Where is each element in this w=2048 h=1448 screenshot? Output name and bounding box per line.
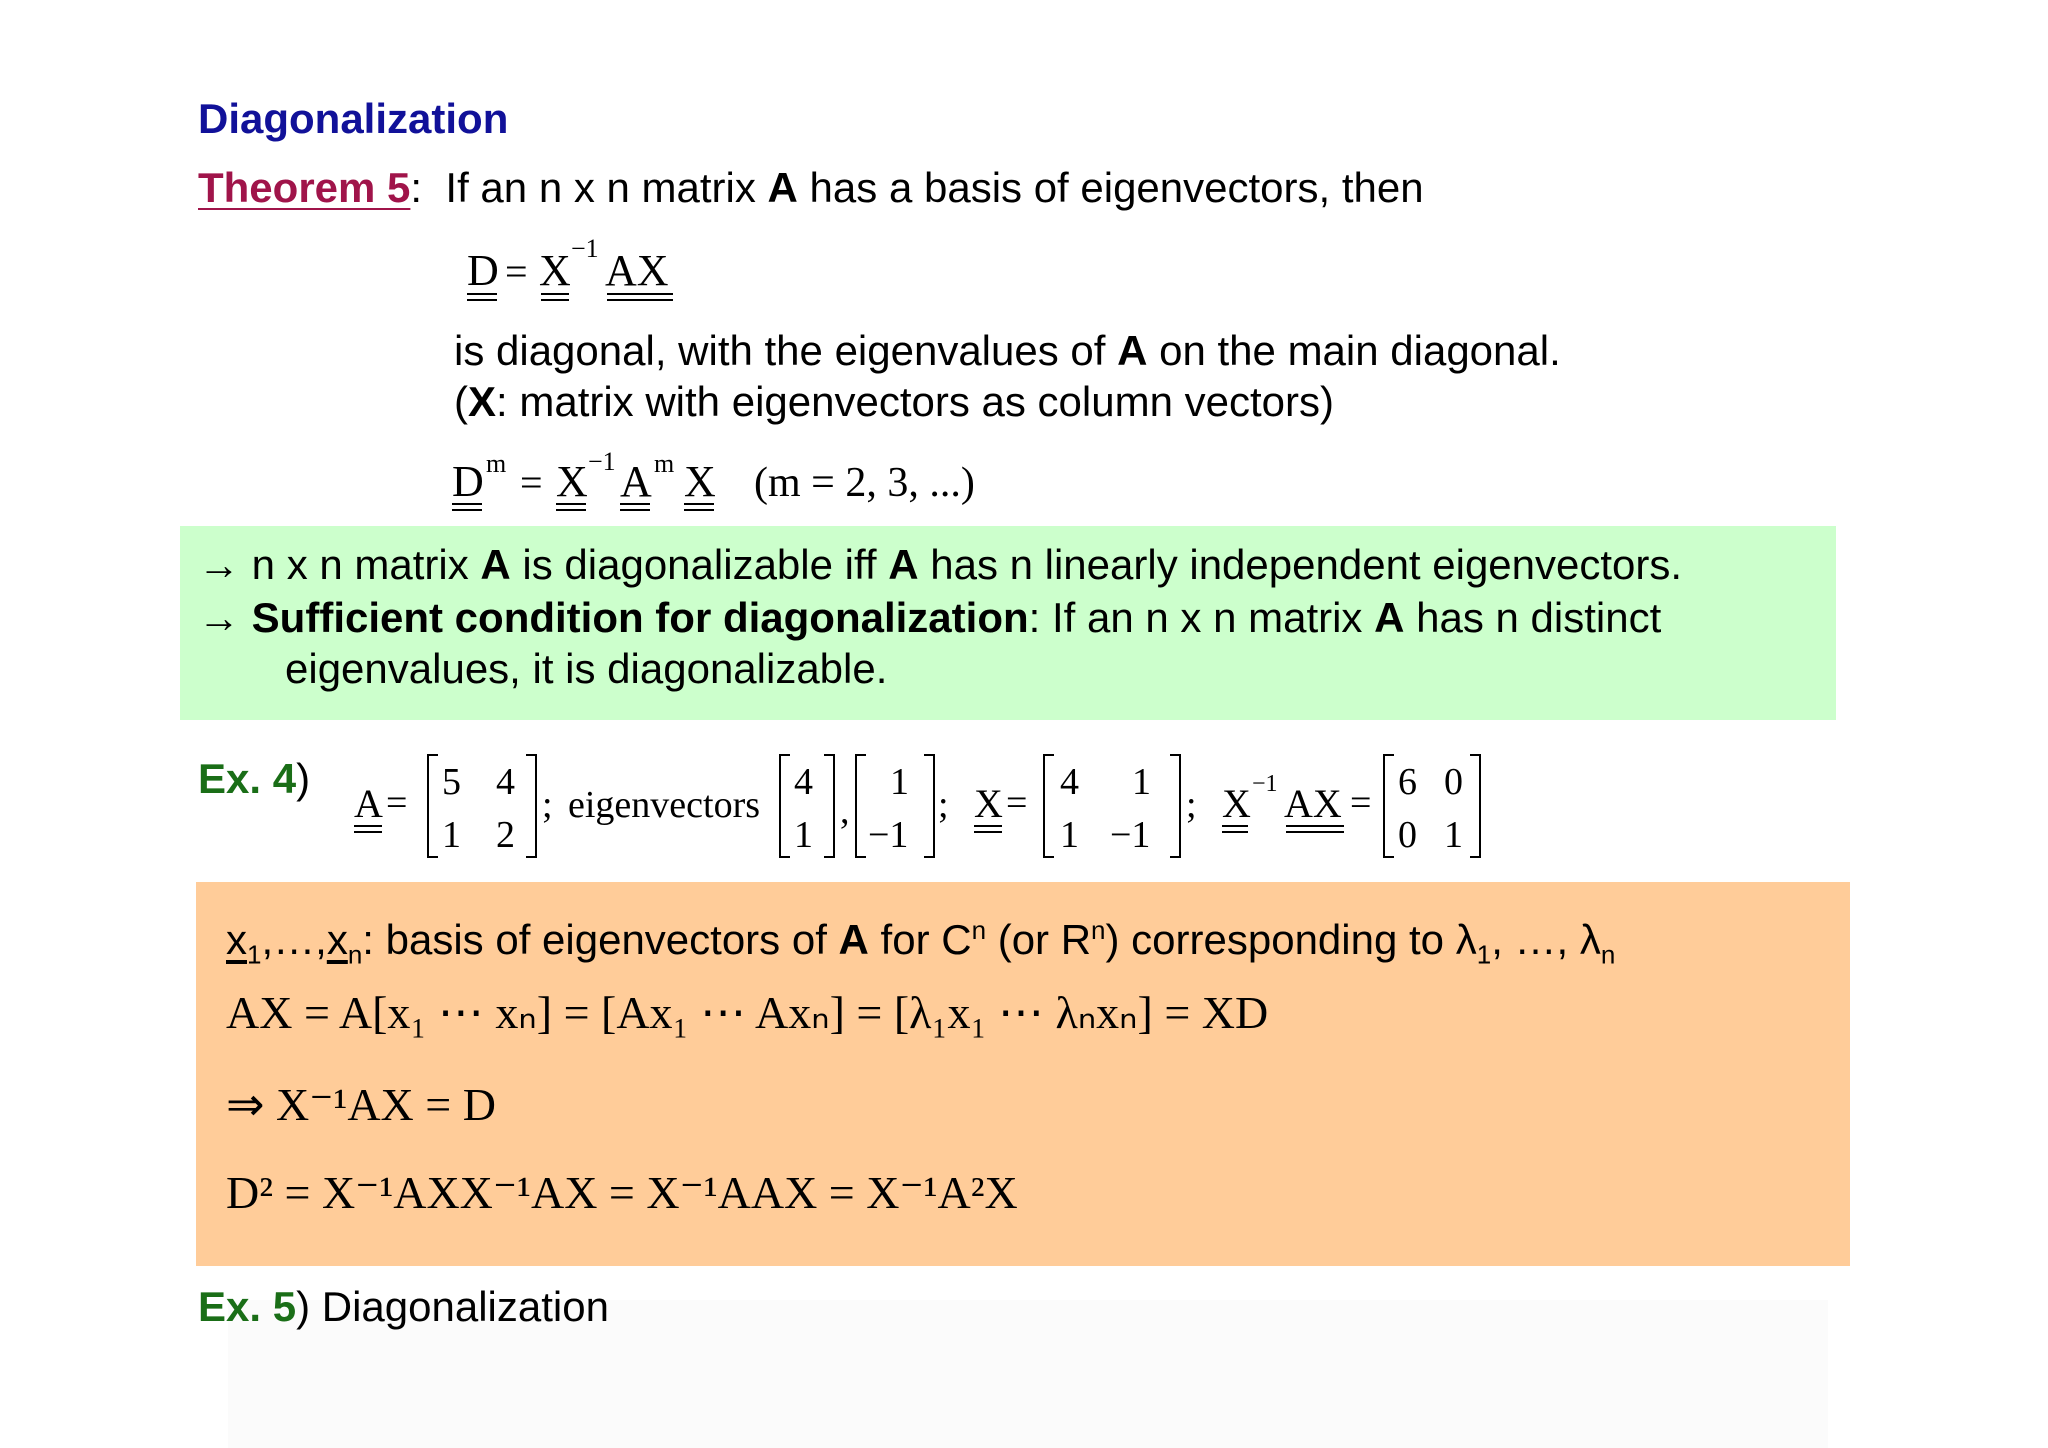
theorem-A: A [767,164,798,211]
ex4-eig-word: eigenvectors [568,784,761,826]
eq2-eq: = [520,460,543,505]
ex4-label: Ex. 4 [198,755,297,802]
eq2-X: X [556,457,588,506]
eq1-X: X [539,246,571,295]
ex4-semi-1: ; [542,784,553,826]
ex4-XinvAX: AX [1284,781,1342,826]
ex4-label-line [198,755,311,802]
ex4-semi-3: ; [1186,784,1197,826]
green-l2-mid: : If an n x n matrix [1028,594,1375,641]
ex4-A-21: 1 [442,814,461,856]
o1-l1sub: 1 [1476,939,1492,970]
line3-post: : matrix with eigenvectors as column vectors) [496,378,1334,425]
line2-post: on the main diagonal. [1147,327,1561,374]
slide-title: Diagonalization [198,95,509,142]
o1-sn: n [347,939,363,970]
o2-full: AX = A[x₁ ⋯ xₙ] = [Ax₁ ⋯ Axₙ] = [λ₁x₁ ⋯ λₙxₙ] = XD [226,987,1269,1038]
ex4-X-eq: = [1006,782,1028,824]
eq2-A: A [620,457,652,506]
ex5-line [198,1283,609,1330]
eq1-inv: −1 [571,234,599,263]
ex4-X-12: 1 [1132,761,1151,803]
ex4-X-22: −1 [1110,814,1151,856]
eq2-m: m [486,449,507,478]
ex4-D-21: 0 [1398,814,1417,856]
o1-s1: 1 [247,939,262,970]
line2-A: A [1117,327,1148,374]
line2-pre: is diagonal, with the eigenvalues of [454,327,1118,374]
theorem-line-2 [454,327,1561,374]
ex4-v1-1: 4 [794,761,813,803]
o1-mid2: (or R [986,916,1092,963]
ex4-Xinv-X: X [1222,781,1251,826]
ex4-D-11: 6 [1398,761,1417,803]
theorem-post: has a basis of eigenvectors, then [797,164,1424,211]
green-line-2 [198,594,1662,641]
green-l1-post: has n linearly independent eigenvectors. [918,541,1683,588]
o1-dots: ,…, [261,916,327,963]
ex4-A-22: 2 [496,814,515,856]
o1-sep: , …, λ [1491,916,1601,963]
o3-full: ⇒ X⁻¹AX = D [226,1079,496,1130]
ex4-semi-2: ; [938,784,949,826]
arrow-icon: → [198,541,240,588]
eq1-eq: = [505,249,528,294]
ex5-text: Diagonalization [310,1283,609,1330]
ex4-v1-2: 1 [794,814,813,856]
green-l2-post: has n distinct [1404,594,1662,641]
ex4-D-12: 0 [1444,761,1463,803]
line3-open: ( [454,378,468,425]
eq2-X2: X [684,457,716,506]
ex5-paren: ) [296,1283,311,1330]
green-line-1 [198,541,1683,588]
o4-full: D² = X⁻¹AXX⁻¹AX = X⁻¹AAX = X⁻¹A²X [226,1167,1018,1218]
ex4-A-label: A [354,781,383,826]
theorem-pre: If an n x n matrix [445,164,768,211]
line3-X: X [468,378,497,425]
orange-line-3 [222,1070,822,1140]
o1-xn: x [326,916,348,963]
green-line-3: eigenvalues, it is diagonalizable. [285,645,888,692]
o1-sup1: n [971,915,987,945]
green-l1-pre: n x n matrix [240,541,481,588]
arrow-icon: → [198,594,240,641]
orange-line-4 [222,1158,1222,1228]
o1-pre: : basis of eigenvectors of [362,916,839,963]
green-l1-A: A [480,541,511,588]
ex4-X-21: 1 [1060,814,1079,856]
eq2-cond: (m = 2, 3, ...) [754,460,975,506]
green-l1-A2: A [888,541,919,588]
eq2-D: D [452,457,484,506]
o1-sup2: n [1091,915,1106,945]
orange-line-1 [226,915,1616,970]
eq1-AX: AX [605,246,669,295]
ex4-comma: , [840,790,850,832]
ex4-A-12: 4 [496,761,515,803]
ex4-v2-2: −1 [868,814,909,856]
theorem-line-3 [454,378,1334,425]
ex5-label: Ex. 5 [198,1283,297,1330]
o1-lnsub: n [1600,939,1616,970]
eq2-m2: m [654,449,675,478]
green-l1-mid: is diagonalizable iff [510,541,889,588]
ex4-D-eq: = [1350,782,1372,824]
ex4-equations [350,745,1510,870]
equation-d-equals [455,230,715,310]
ex4-v2-1: 1 [890,761,909,803]
ex4-Xinv-exp: −1 [1252,771,1278,797]
eq2-inv: −1 [588,447,616,476]
equation-d-power [448,440,1008,520]
ex4-paren: ) [296,755,311,802]
green-l2-bold: Sufficient condition for diagonalization [251,594,1029,641]
theorem-label: Theorem 5 [198,164,411,211]
ex4-A-11: 5 [442,761,461,803]
eq1-D: D [467,246,499,295]
theorem-sep: : [410,164,423,211]
o1-mid: for C [868,916,972,963]
theorem-line [198,164,1424,211]
green-l2-A: A [1374,594,1405,641]
orange-line-2 [222,980,1522,1050]
ex4-X-label: X [974,781,1003,826]
ex4-D-22: 1 [1444,814,1463,856]
ex4-X-11: 4 [1060,761,1079,803]
ex4-A-eq: = [386,782,408,824]
o1-post: ) corresponding to λ [1105,916,1477,963]
o1-x1: x [226,916,247,963]
o1-A: A [838,916,869,963]
